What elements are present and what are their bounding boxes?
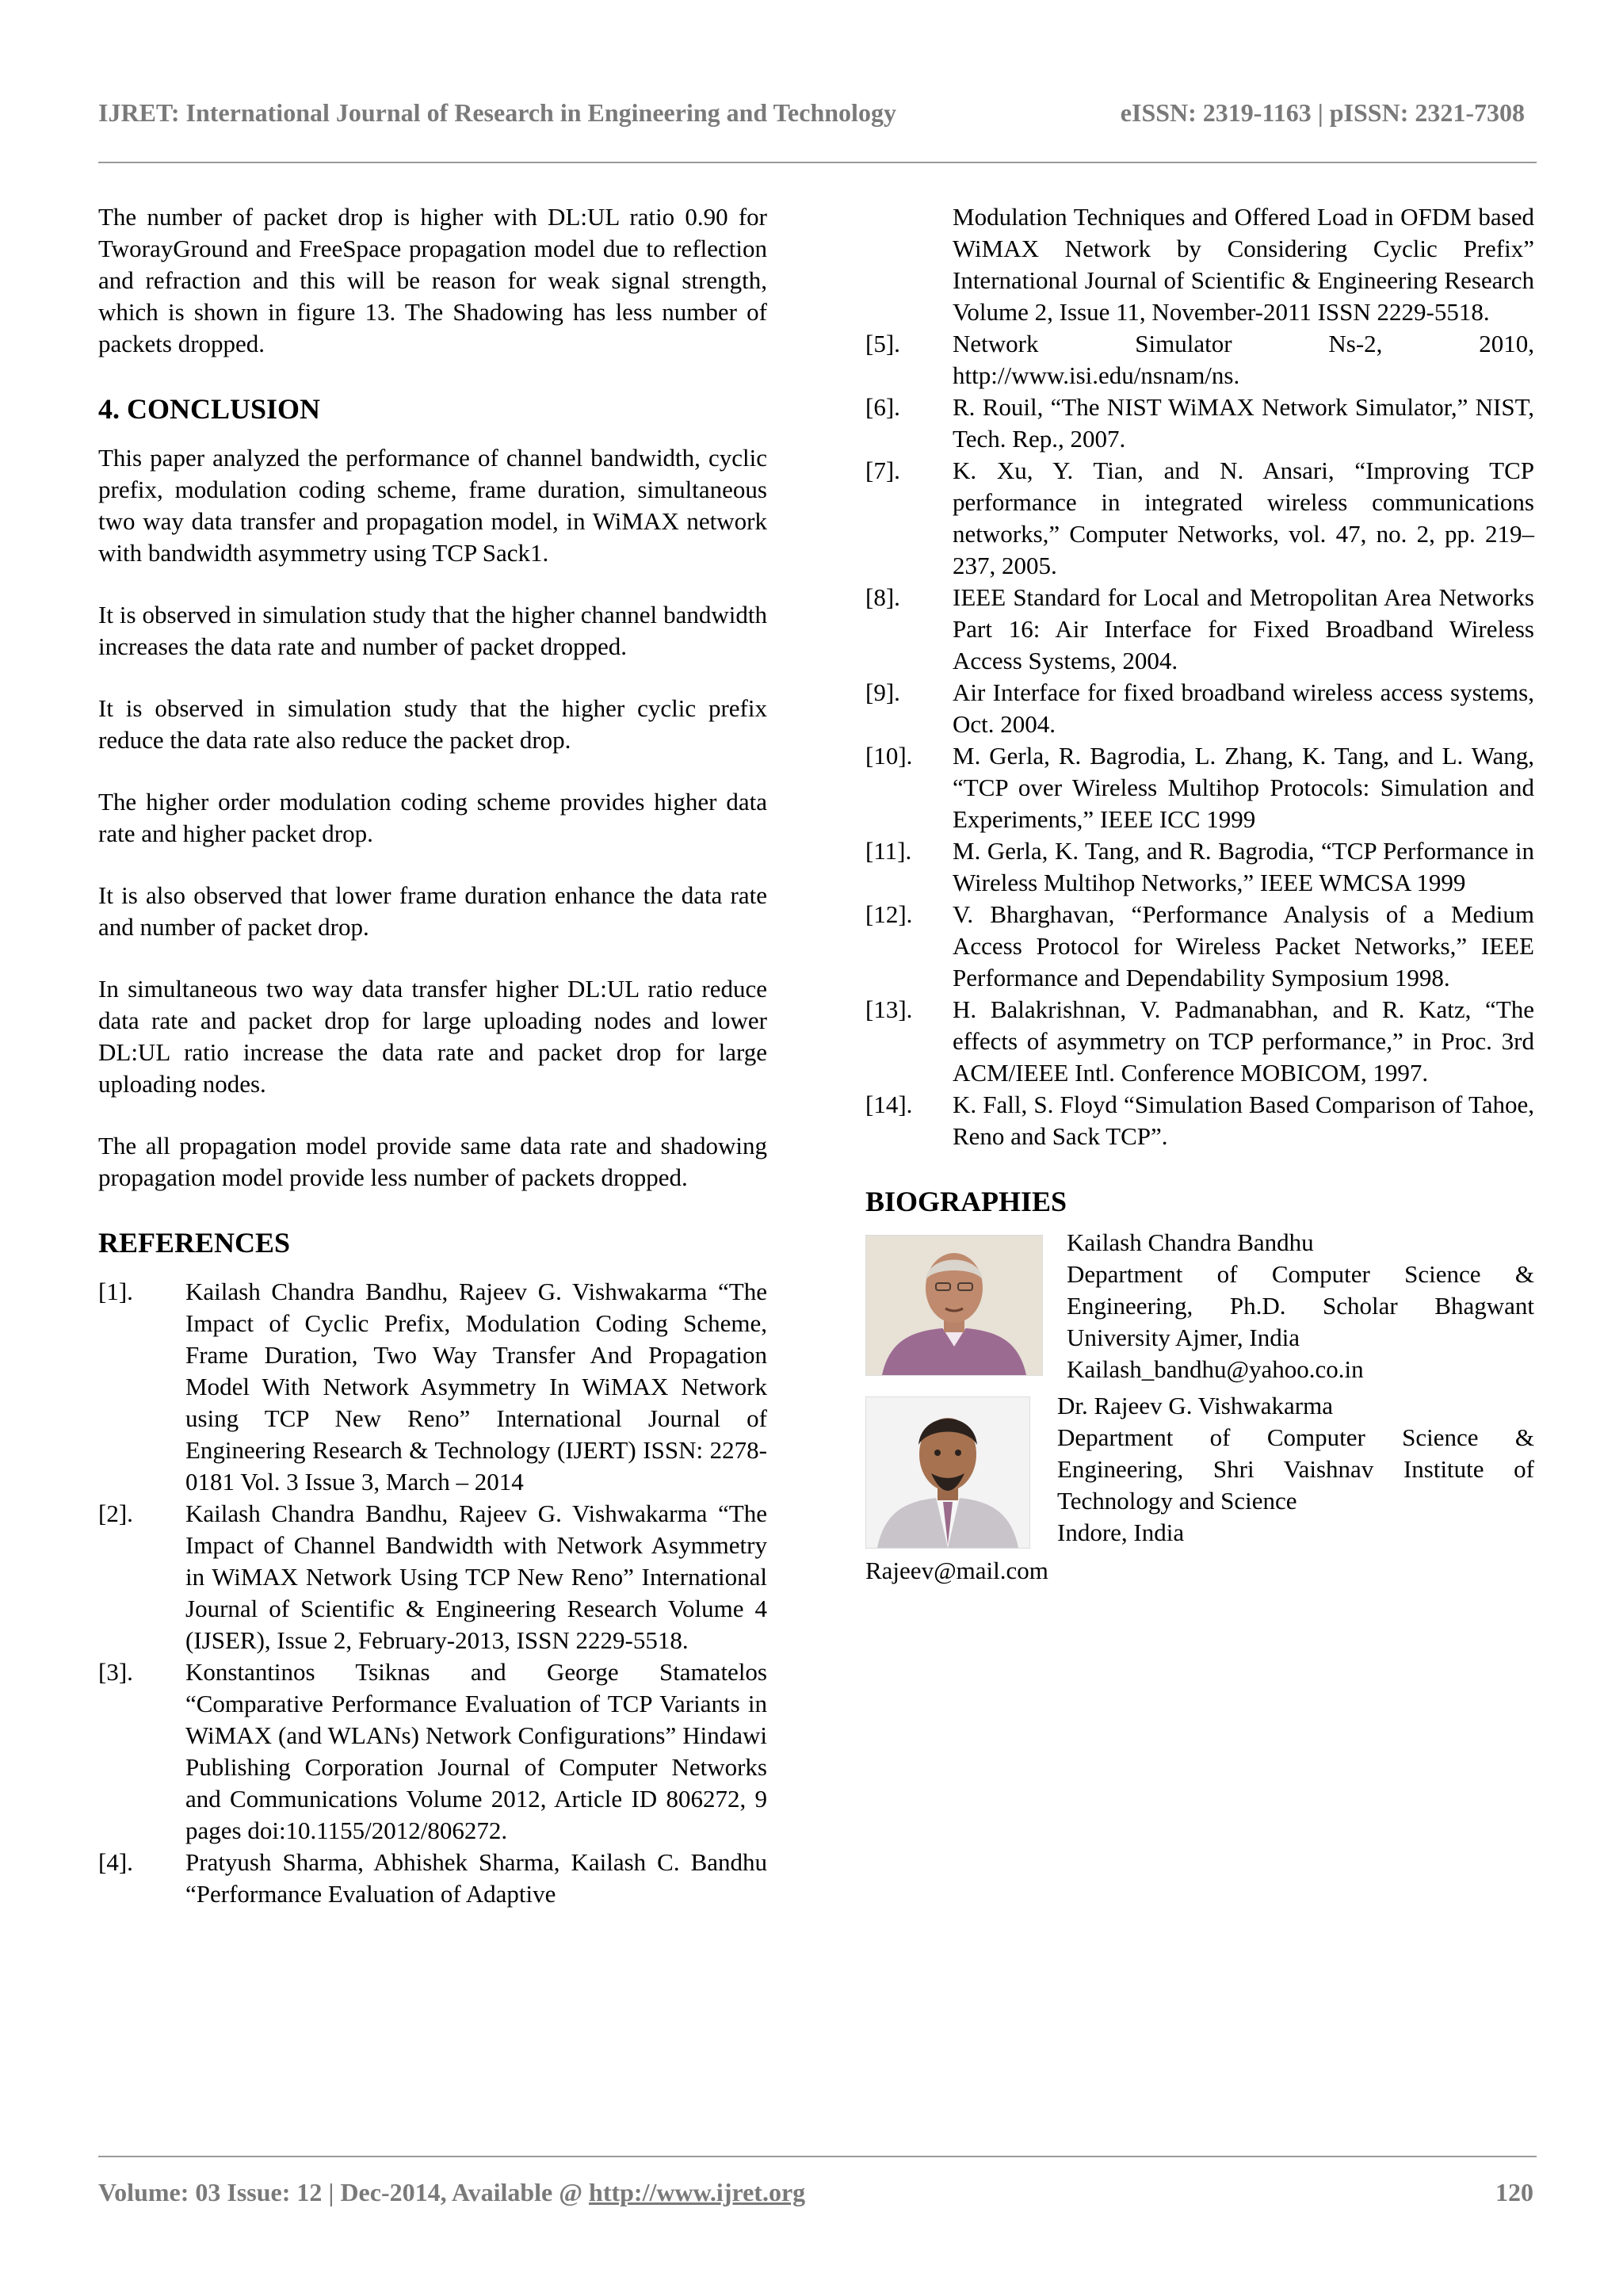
- reference-item: [865, 455, 1534, 582]
- journal-url-link[interactable]: http://www.ijret.org: [589, 2178, 806, 2206]
- intro-paragraph: The number of packet drop is higher with DL:UL ratio 0.90 for TworayGround and FreeSpace propagation model due to reflection and refraction and this will be reason for weak signal strength, which is shown in figure 13. The Shadowing has less number of packets dropped.: [98, 203, 767, 357]
- reference-number: [5].: [865, 330, 900, 357]
- reference-text: Air Interface for fixed broadband wireless access systems, Oct. 2004.: [953, 678, 1534, 738]
- reference-item: [865, 1089, 1534, 1152]
- author-affiliation: Department of Computer Science & Engineering, Shri Vaishnav Institute of Technology and Science: [1057, 1423, 1534, 1515]
- reference-number: [2].: [98, 1499, 133, 1527]
- author-email: Kailash_bandhu@yahoo.co.in: [1067, 1355, 1364, 1383]
- left-column: [98, 201, 767, 1910]
- reference-number: [7].: [865, 457, 900, 484]
- conclusion-paragraph: It is observed in simulation study that the higher cyclic prefix reduce the data rate also reduce the packet drop.: [98, 694, 767, 754]
- reference-number: [1].: [98, 1278, 133, 1305]
- biography-text: [1057, 1390, 1534, 1549]
- conclusion-paragraph: This paper analyzed the performance of channel bandwidth, cyclic prefix, modulation coding scheme, frame duration, simultaneous two way data transfer and propagation model, in WiMAX network with bandwidth asymmetry using TCP Sack1.: [98, 444, 767, 567]
- reference-number: [14].: [865, 1091, 913, 1118]
- running-header: [98, 98, 1525, 138]
- journal-title: IJRET: International Journal of Research in Engineering and Technology: [98, 98, 896, 127]
- reference-text: K. Fall, S. Floyd “Simulation Based Comparison of Tahoe, Reno and Sack TCP”.: [953, 1091, 1534, 1150]
- reference-text: IEEE Standard for Local and Metropolitan Area Networks Part 16: Air Interface for Fixed Broadband Wireless Access Systems, 2004.: [953, 583, 1534, 674]
- reference-text: Konstantinos Tsiknas and George Stamatelos “Comparative Performance Evaluation of TCP Variants in WiMAX (and WLANs) Network Configurations” Hindawi Publishing Corporation Journal of Computer Networks and Communications Volume 2012, Article ID 806272, 9 pages doi:10.1155/2012/806272.: [185, 1658, 767, 1844]
- reference-continuation: [865, 201, 1534, 328]
- reference-text: Network Simulator Ns-2, 2010, http://www.isi.edu/nsnam/ns.: [953, 330, 1534, 389]
- reference-number: [13].: [865, 995, 913, 1023]
- reference-item: [865, 740, 1534, 835]
- issn-info: eISSN: 2319-1163 | pISSN: 2321-7308: [1120, 98, 1525, 127]
- reference-number: [12].: [865, 900, 913, 928]
- reference-item: [865, 582, 1534, 677]
- page-number: 120: [1495, 2178, 1533, 2206]
- author-photo: [865, 1396, 1030, 1549]
- reference-number: [9].: [865, 678, 900, 706]
- reference-text: M. Gerla, K. Tang, and R. Bagrodia, “TCP Performance in Wireless Multihop Networks,” IEEE WMCSA 1999: [953, 837, 1534, 896]
- reference-text: R. Rouil, “The NIST WiMAX Network Simulator,” NIST, Tech. Rep., 2007.: [953, 393, 1534, 453]
- volume-issue-text: Volume: 03 Issue: 12 | Dec-2014, Available @: [98, 2178, 590, 2206]
- reference-text: Pratyush Sharma, Abhishek Sharma, Kailash C. Bandhu “Performance Evaluation of Adaptive: [185, 1848, 767, 1908]
- reference-item: [865, 677, 1534, 740]
- conclusion-heading: 4. CONCLUSION: [98, 393, 321, 425]
- reference-text: K. Xu, Y. Tian, and N. Ansari, “Improving TCP performance in integrated wireless communications networks,” Computer Networks, vol. 47, no. 2, pp. 219–237, 2005.: [953, 457, 1534, 579]
- reference-item: [865, 392, 1534, 455]
- author-name: Kailash Chandra Bandhu: [1067, 1228, 1314, 1256]
- reference-number: [11].: [865, 837, 912, 865]
- conclusion-paragraph: The all propagation model provide same data rate and shadowing propagation model provide less number of packets dropped.: [98, 1132, 767, 1191]
- reference-item: [98, 1498, 767, 1656]
- biography-1: [865, 1228, 1534, 1383]
- references-heading: REFERENCES: [98, 1227, 291, 1259]
- biographies-heading: BIOGRAPHIES: [865, 1186, 1067, 1217]
- reference-item: [865, 994, 1534, 1089]
- reference-text: M. Gerla, R. Bagrodia, L. Zhang, K. Tang, and L. Wang, “TCP over Wireless Multihop Protocols: Simulation and Experiments,” IEEE ICC 1999: [953, 742, 1534, 833]
- running-footer: [98, 2178, 1537, 2218]
- reference-text: Kailash Chandra Bandhu, Rajeev G. Vishwakarma “The Impact of Cyclic Prefix, Modulation Coding Scheme, Frame Duration, Two Way Transfer And Propagation Model With Network Asymmetry In WiMAX Network using TCP New Reno” International Journal of Engineering Research & Technology (IJERT) ISSN: 2278-0181 Vol. 3 Issue 3, March – 2014: [185, 1278, 767, 1496]
- conclusion-paragraph: It is also observed that lower frame duration enhance the data rate and number of packet drop.: [98, 881, 767, 941]
- reference-number: [10].: [865, 742, 913, 770]
- reference-item: [98, 1847, 767, 1910]
- reference-text: H. Balakrishnan, V. Padmanabhan, and R. Katz, “The effects of asymmetry on TCP performance,” in Proc. 3rd ACM/IEEE Intl. Conference MOBICOM, 1997.: [953, 995, 1534, 1087]
- reference-number: [8].: [865, 583, 900, 611]
- reference-number: [3].: [98, 1658, 133, 1686]
- author-location: Indore, India: [1057, 1519, 1185, 1546]
- author-photo-image: [866, 1236, 1042, 1375]
- conclusion-paragraph: In simultaneous two way data transfer higher DL:UL ratio reduce data rate and packet drop for large uploading nodes and lower DL:UL ratio increase the data rate and packet drop for large uploading nodes.: [98, 975, 767, 1098]
- reference-item: [865, 328, 1534, 392]
- conclusion-paragraph: It is observed in simulation study that the higher channel bandwidth increases the data rate and number of packet dropped.: [98, 601, 767, 660]
- author-affiliation: Department of Computer Science & Engineering, Ph.D. Scholar Bhagwant University Ajmer, India: [1067, 1260, 1534, 1351]
- author-photo-image: [866, 1397, 1029, 1548]
- biography-text: [1067, 1227, 1534, 1385]
- header-rule: [98, 162, 1537, 163]
- footer-rule: [98, 2156, 1537, 2157]
- author-name: Dr. Rajeev G. Vishwakarma: [1057, 1392, 1333, 1419]
- author-email: Rajeev@mail.com: [865, 1557, 1048, 1584]
- reference-number: [6].: [865, 393, 900, 421]
- reference-item: [98, 1656, 767, 1847]
- reference-text: Kailash Chandra Bandhu, Rajeev G. Vishwakarma “The Impact of Channel Bandwidth with Network Asymmetry in WiMAX Network Using TCP New Reno” International Journal of Scientific & Engineering Research Volume 4 (IJSER), Issue 2, February-2013, ISSN 2229-5518.: [185, 1499, 767, 1654]
- reference-item: [865, 835, 1534, 899]
- footer-info: [98, 2178, 805, 2207]
- reference-item: [98, 1276, 767, 1498]
- reference-text: V. Bharghavan, “Performance Analysis of a Medium Access Protocol for Wireless Packet Networks,” IEEE Performance and Dependability Symposium 1998.: [953, 900, 1534, 991]
- biography-2: [865, 1392, 1534, 1555]
- reference-text: Modulation Techniques and Offered Load in OFDM based WiMAX Network by Considering Cyclic Prefix” International Journal of Scientific & Engineering Research Volume 2, Issue 11, November-2011 ISSN 2229-5518.: [953, 203, 1534, 326]
- reference-number: [4].: [98, 1848, 133, 1876]
- conclusion-paragraph: The higher order modulation coding scheme provides higher data rate and higher packet drop.: [98, 788, 767, 847]
- right-column: [865, 201, 1534, 1587]
- reference-item: [865, 899, 1534, 994]
- author-photo: [865, 1235, 1043, 1376]
